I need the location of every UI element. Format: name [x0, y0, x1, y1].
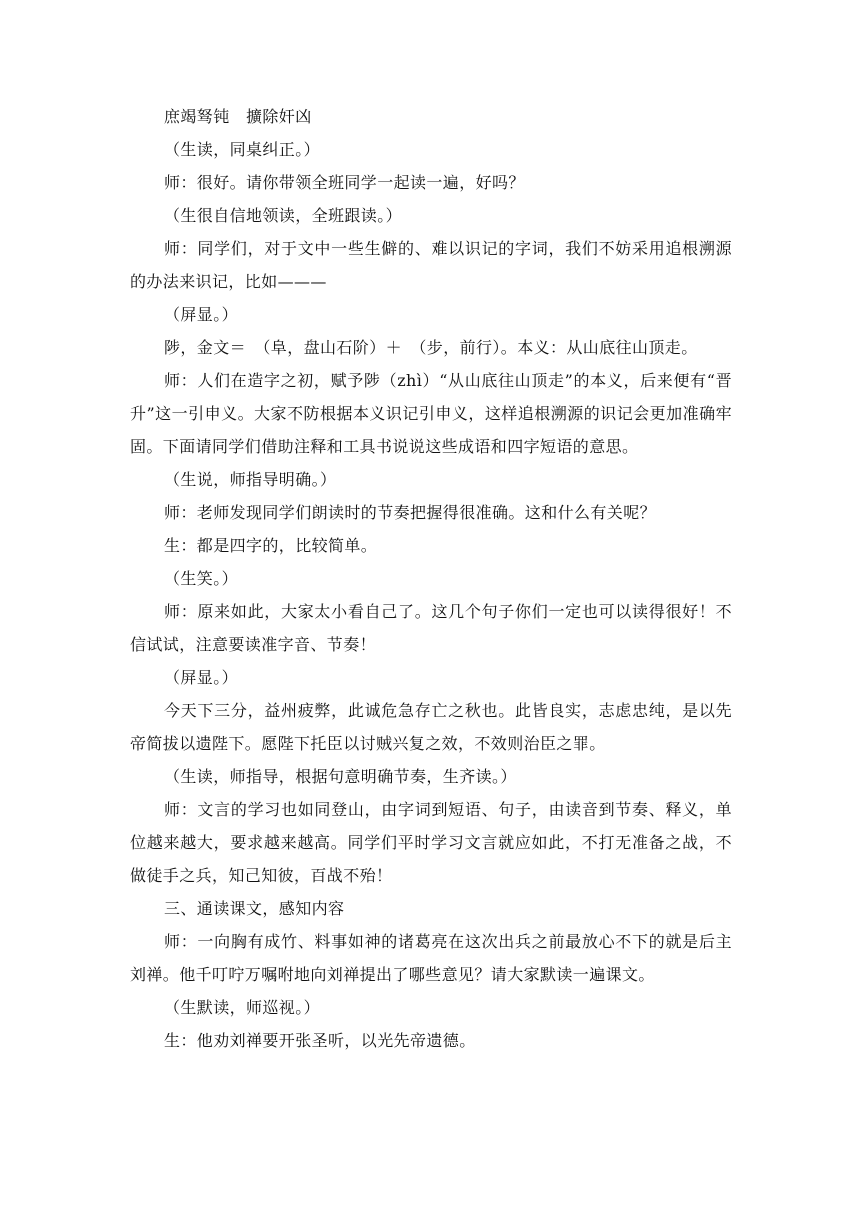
- paragraph-stage-direction: （生读，师指导，根据句意明确节奏，生齐读。）: [164, 767, 517, 786]
- paragraph-student: 生：他劝刘禅要开张圣听，以光先帝遗德。: [164, 1031, 476, 1050]
- paragraph-stage-direction: （生很自信地领读，全班跟读。）: [164, 206, 403, 225]
- paragraph-teacher: 师：一向胸有成竹、料事如神的诸葛亮在这次出兵之前最放心不下的就是后主刘禅。他千叮咛万嘱咐地向刘禅提出了哪些意见？请大家默读一遍课文。: [130, 932, 732, 984]
- paragraph-teacher: 师：很好。请你带领全班同学一起读一遍，好吗？: [164, 173, 525, 192]
- paragraph-teacher: 师：人们在造字之初，赋予陟（zhì）“从山底往山顶走”的本义，后来便有“晋升”这一引申义。大家不防根据本义识记引申义，这样追根溯源的识记会更加准确牢固。下面请同学们借助注释和工具书说说这些成语和四字短语的意思。: [130, 371, 732, 456]
- paragraph-teacher: 师：老师发现同学们朗读时的节奏把握得很准确。这和什么有关呢？: [164, 503, 657, 522]
- paragraph-stage-direction: （生笑。）: [164, 569, 239, 588]
- paragraph-character-etymology: 陟，金文＝ （阜，盘山石阶）＋ （步，前行）。本义：从山底往山顶走。: [164, 338, 698, 357]
- paragraph-stage-direction: （屏显。）: [164, 668, 239, 687]
- document-body: [130, 100, 732, 1057]
- paragraph-teacher: 师：文言的学习也如同登山，由字词到短语、句子，由读音到节奏、释义，单位越来越大，要求越来越高。同学们平时学习文言就应如此，不打无准备之战，不做徒手之兵，知己知彼，百战不殆！: [130, 800, 732, 885]
- paragraph-stage-direction: （生说，师指导明确。）: [164, 470, 337, 489]
- paragraph-teacher: 师：同学们，对于文中一些生僻的、难以识记的字词，我们不妨采用追根溯源的办法来识记，比如———: [130, 239, 732, 291]
- paragraph-classical-quote: 今天下三分，益州疲弊，此诚危急存亡之秋也。此皆良实，志虑忠纯，是以先帝简拔以遗陛下。愿陛下托臣以讨贼兴复之效，不效则治臣之罪。: [130, 701, 732, 753]
- section-heading: 三、通读课文，感知内容: [164, 899, 345, 918]
- paragraph-idiom-line: 庶竭驽钝 擴除奸凶: [164, 107, 312, 126]
- paragraph-stage-direction: （屏显。）: [164, 305, 239, 324]
- paragraph-stage-direction: （生默读，师巡视。）: [164, 998, 321, 1017]
- paragraph-teacher: 师：原来如此，大家太小看自己了。这几个句子你们一定也可以读得很好！不信试试，注意要读准字音、节奏！: [130, 602, 732, 654]
- paragraph-student: 生：都是四字的，比较简单。: [164, 536, 378, 555]
- paragraph-stage-direction: （生读，同桌纠正。）: [164, 140, 321, 159]
